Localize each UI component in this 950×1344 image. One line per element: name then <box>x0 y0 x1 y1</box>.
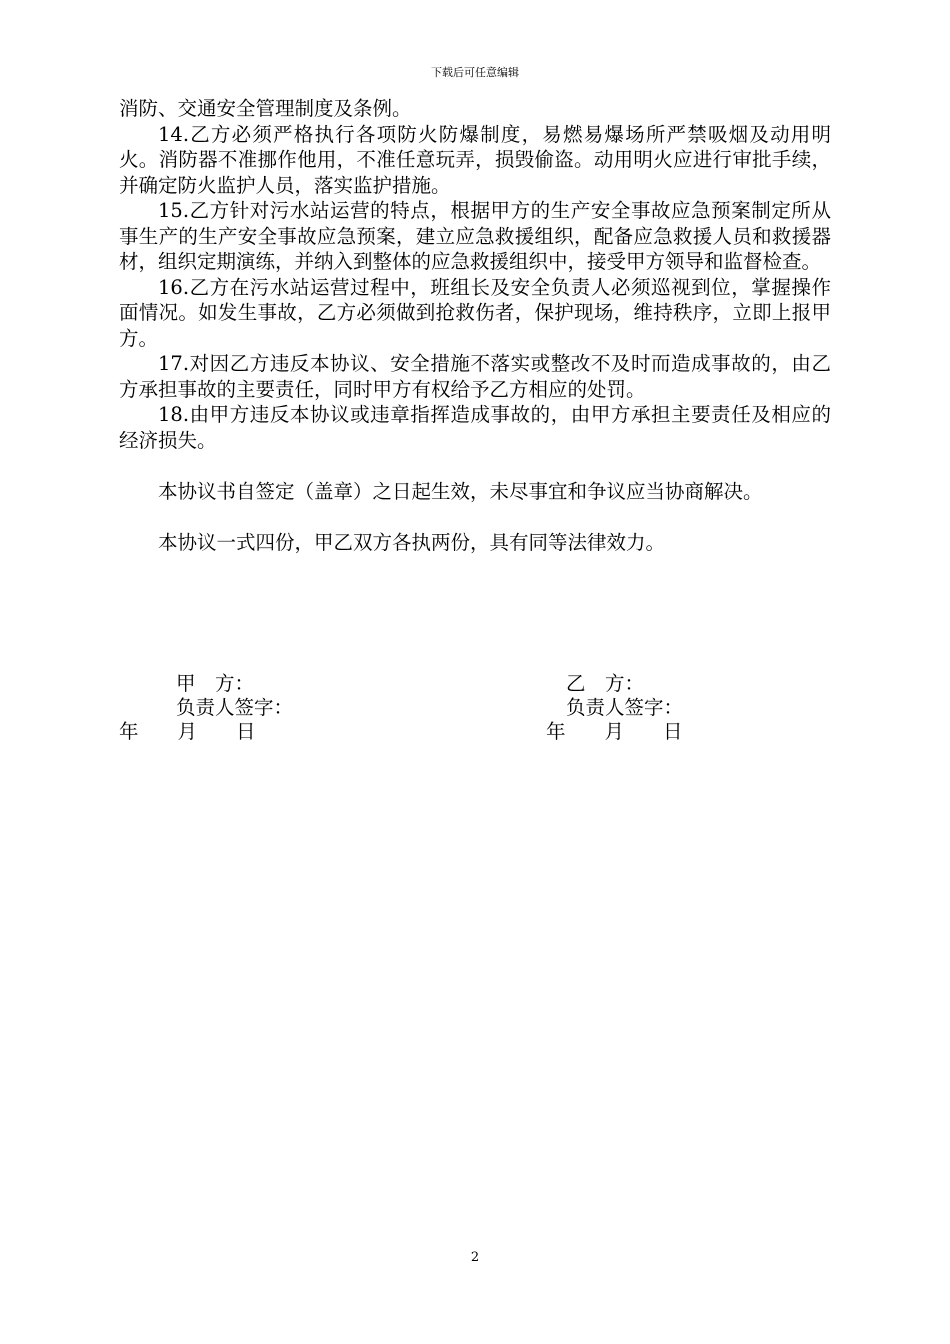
paragraph-copies: 本协议一式四份，甲乙双方各执两份，具有同等法律效力。 <box>158 530 666 554</box>
party-b-date: 年 月 日 <box>546 720 683 743</box>
document-body <box>119 96 831 555</box>
party-b-label: 乙 方： <box>566 672 645 695</box>
paragraph-clause-15: 15.乙方针对污水站运营的特点，根据甲方的生产安全事故应急预案制定所从事生产的生产安全事故应急预案，建立应急救援组织，配备应急救援人员和救援器材，组织定期演练，并纳入到整体的应急救援组织中，接受甲方领导和监督检查。 <box>119 199 831 273</box>
party-a-date: 年 月 日 <box>119 720 256 743</box>
party-a-label: 甲 方： <box>176 672 255 695</box>
paragraph-clause-17: 17.对因乙方违反本协议、安全措施不落实或整改不及时而造成事故的，由乙方承担事故的主要责任，同时甲方有权给予乙方相应的处罚。 <box>119 352 831 401</box>
paragraph-clause-16: 16.乙方在污水站运营过程中，班组长及安全负责人必须巡视到位，掌握操作面情况。如发生事故，乙方必须做到抢救伤者，保护现场，维持秩序，立即上报甲方。 <box>119 275 831 350</box>
paragraph-clause-14: 14.乙方必须严格执行各项防火防爆制度，易燃易爆场所严禁吸烟及动用明火。消防器不准挪作他用，不准任意玩弄，损毁偷盗。动用明火应进行审批手续，并确定防火监护人员，落实监护措施。 <box>119 122 831 197</box>
party-b-signer: 负责人签字： <box>566 696 684 719</box>
party-a-signer: 负责人签字： <box>176 696 294 719</box>
page-number: 2 <box>470 1250 480 1265</box>
paragraph-effective-date: 本协议书自签定（盖章）之日起生效，未尽事宜和争议应当协商解决。 <box>158 479 763 503</box>
paragraph-continuation: 消防、交通安全管理制度及条例。 <box>119 97 412 120</box>
paragraph-spacer <box>119 453 831 479</box>
paragraph-spacer <box>119 504 831 530</box>
page-header: 下载后可任意编辑 <box>431 66 519 79</box>
paragraph-clause-18: 18.由甲方违反本协议或违章指挥造成事故的，由甲方承担主要责任及相应的经济损失。 <box>119 403 831 452</box>
